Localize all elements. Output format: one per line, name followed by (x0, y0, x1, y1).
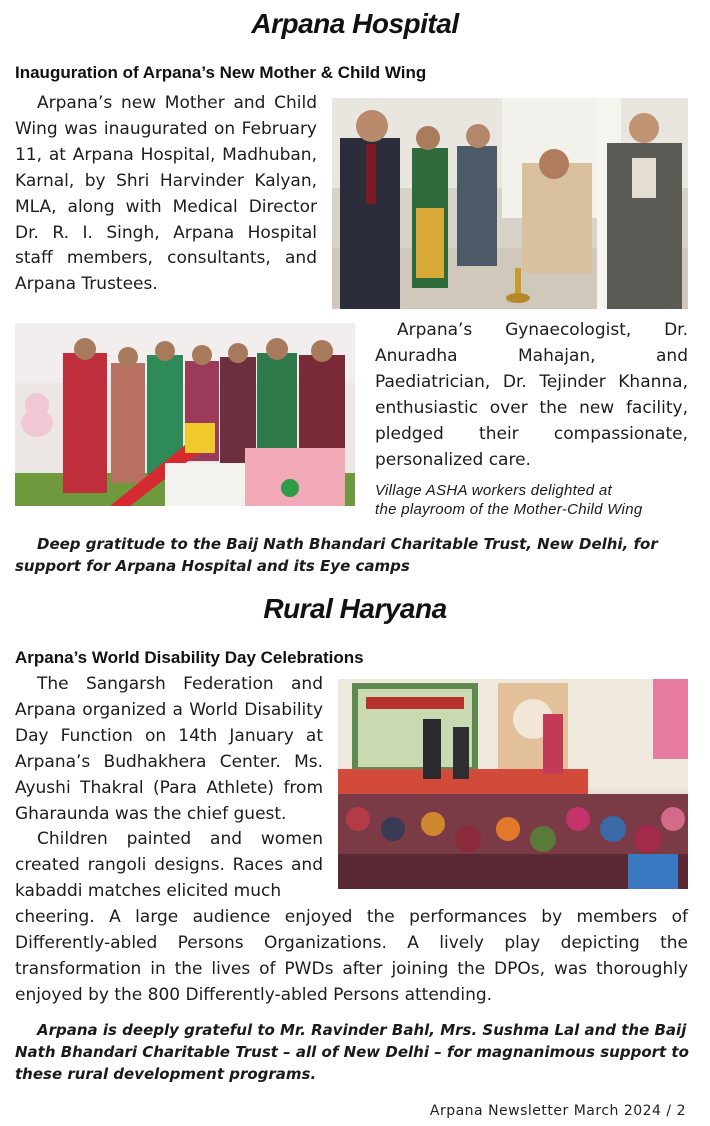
paragraph-inauguration-rest: Wing was inaugurated on February 11, at Arpana Hospital, Madhuban, Karnal, by Shri Harvinder Kalyan, MLA, along with Medical Director Dr. R. I. Singh, Arpana Hospital staff members, consultants, and Arpana Trustees. (15, 118, 317, 295)
paragraph-activities-narrow (15, 827, 323, 905)
playroom-photo (15, 323, 355, 506)
gratitude-note-rural: Arpana is deeply grateful to Mr. Ravinder Bahl, Mrs. Sushma Lal and the Baij Nath Bhandari Charitable Trust – all of New Delhi – for magnanimous support to these rural development programs. (15, 1021, 689, 1083)
paragraph-doctors-text: Arpana’s Gynaecologist, Dr. Anuradha Mahajan, and Paediatrician, Dr. Tejinder Khanna, enthusiastic over the new facility, pledged their compassionate, personalized care. (375, 320, 688, 470)
section-title-rural: Rural Haryana (263, 593, 447, 624)
heading-inauguration: Inauguration of Arpana’s New Mother & Child Wing (15, 63, 427, 82)
paragraph-disability-day (15, 672, 323, 827)
heading-disability-day: Arpana’s World Disability Day Celebrations (15, 648, 364, 667)
paragraph-inauguration (15, 91, 317, 298)
paragraph-activities-first: Children painted and women created rangoli designs. Races and kabaddi matches elicited much (15, 829, 323, 901)
photo-caption-line1: Village ASHA workers delighted at (375, 482, 612, 499)
paragraph-doctors (375, 318, 688, 473)
photo-caption-line2: the playroom of the Mother-Child Wing (375, 501, 643, 518)
gratitude-note-hospital: Deep gratitude to the Baij Nath Bhandari Charitable Trust, New Delhi, for support for Arpana Hospital and its Eye camps (15, 535, 658, 575)
section-title-hospital: Arpana Hospital (251, 8, 459, 39)
paragraph-disability-day-text: The Sangarsh Federation and Arpana organized a World Disability Day Function on 14th January at Arpana’s Budhakhera Center. Ms. Ayushi Thakral (Para Athlete) from Gharaunda was the chief guest. (15, 674, 323, 824)
event-photo (338, 679, 688, 889)
page-footer: Arpana Newsletter March 2024 / 2 (429, 1103, 686, 1119)
paragraph-activities-wide: cheering. A large audience enjoyed the performances by members of Differently-abled Persons Organizations. A lively play depicting the transformation in the lives of PWDs after joining the DPOs, was thoroughly enjoyed by the 800 Differently-abled Persons attending. (15, 907, 688, 1005)
paragraph-inauguration-first: Arpana’s new Mother and Child (37, 93, 317, 113)
inauguration-photo (332, 98, 688, 309)
